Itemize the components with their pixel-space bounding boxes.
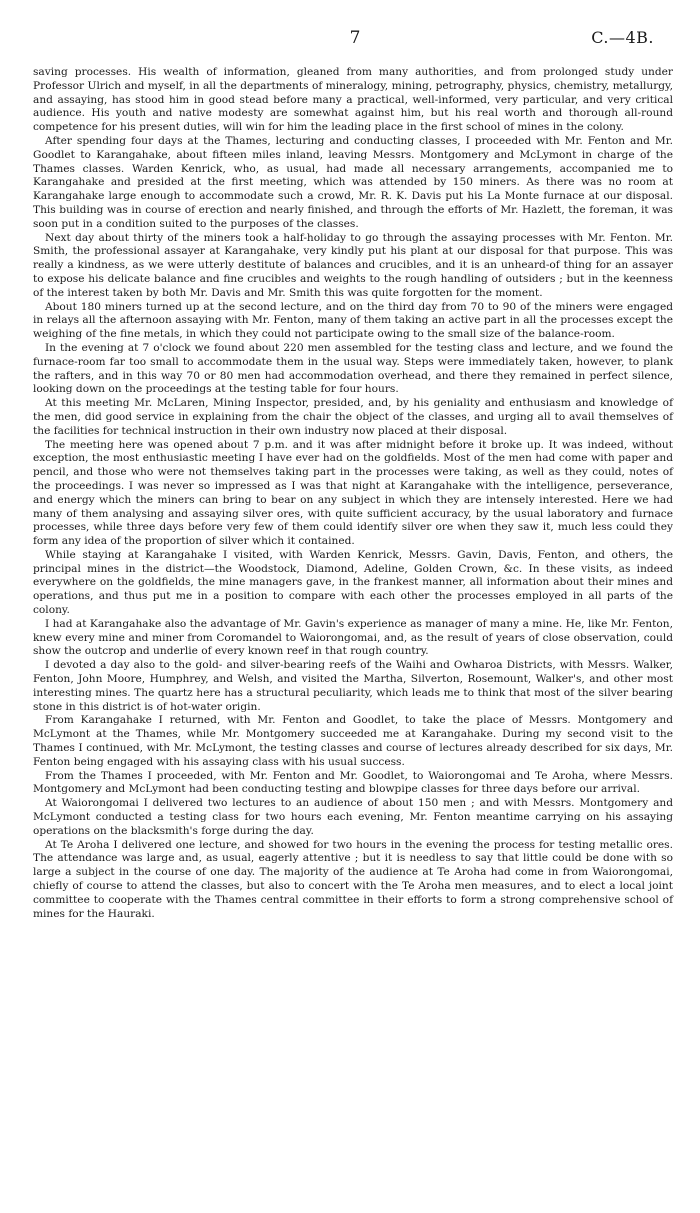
- page-header: [0, 28, 700, 52]
- paragraph: I had at Karangahake also the advantage of Mr. Gavin's experience as manager of many a mine. He, like Mr. Fenton, knew every mine and miner from Coromandel to Waiorongomai, and, as the result of years of close observation, could show the outcrop and underlie of every known reef in that rough country.: [33, 617, 673, 658]
- paragraph: About 180 miners turned up at the second lecture, and on the third day from 70 to 90 of the miners were engaged in relays all the afternoon assaying with Mr. Fenton, many of them taking an active part in all the processes except the weighing of the fine metals, in which they could not participate owing to the small size of the balance-room.: [33, 300, 673, 341]
- paragraph: After spending four days at the Thames, lecturing and conducting classes, I proceeded with Mr. Fenton and Mr. Goodlet to Karangahake, about fifteen miles inland, leaving Messrs. Montgomery and McLymont in charge of the Thames classes. Warden Kenrick, who, as usual, had made all necessary arrangements, accompanied me to Karangahake and presided at the first meeting, which was attended by 150 miners. As there was no room at Karangahake large enough to accommodate such a crowd, Mr. R. K. Davis put his La Monte furnace at our disposal. This building was in course of erection and nearly finished, and through the efforts of Mr. Hazlett, the foreman, it was soon put in a condition suited to the purposes of the classes.: [33, 134, 673, 230]
- paragraph: From Karangahake I returned, with Mr. Fenton and Goodlet, to take the place of Messrs. Montgomery and McLymont at the Thames, while Mr. Montgomery succeeded me at Karangahake. During my second visit to the Thames I continued, with Mr. McLymont, the testing classes and course of lectures already described for six days, Mr. Fenton being engaged with his assaying class with his usual success.: [33, 714, 673, 768]
- paragraph: saving processes. His wealth of information, gleaned from many authorities, and from prolonged study under Professor Ulrich and myself, in all the departments of mineralogy, mining, petrography, physics, chemistry, metallurgy, and assaying, has stood him in good stead before many a practical, well-informed, very particular, and very critical audience. His youth and native modesty are somewhat against him, but his real worth and thorough all-round competence for his present duties, will win for him the leading place in the first school of mines in the colony.: [33, 66, 673, 134]
- paragraph: Next day about thirty of the miners took a half-holiday to go through the assaying processes with Mr. Fenton. Mr. Smith, the professional assayer at Karangahake, very kindly put his plant at our disposal for that purpose. This was really a kindness, as we were utterly destitute of balances and crucibles, and it is an unheard-of thing for an assayer to expose his delicate balance and fine crucibles and weights to the rough handling of outsiders ; but in the keenness of the interest taken by both Mr. Davis and Mr. Smith this was quite forgotten for the moment.: [33, 231, 673, 299]
- paragraph: While staying at Karangahake I visited, with Warden Kenrick, Messrs. Gavin, Davis, Fenton, and others, the principal mines in the district—the Woodstock, Diamond, Adeline, Golden Crown, &c. In these visits, as indeed everywhere on the goldfields, the mine managers gave, in the frankest manner, all information about their mines and operations, and thus put me in a position to compare with each other the processes employed in all parts of the colony.: [33, 548, 673, 617]
- document-reference: C.—4B.: [591, 28, 654, 47]
- paragraph: At Te Aroha I delivered one lecture, and showed for two hours in the evening the process for testing metallic ores. The attendance was large and, as usual, eagerly attentive ; but it is needless to say that little could be done with so large a subject in the course of one day. The majority of the audience at Te Aroha had come in from Waiorongomai, chiefly of course to attend the classes, but also to concert with the Te Aroha men measures, and to elect a local joint committee to cooperate with the Thames central committee in their efforts to form a strong comprehensive school of mines for the Hauraki.: [33, 838, 673, 920]
- paragraph: At Waiorongomai I delivered two lectures to an audience of about 150 men ; and with Messrs. Montgomery and McLymont conducted a testing class for two hours each evening, Mr. Fenton meantime carrying on his assaying operations on the blacksmith's forge during the day.: [33, 797, 673, 837]
- body-text: [33, 66, 673, 921]
- paragraph: In the evening at 7 o'clock we found about 220 men assembled for the testing class and lecture, and we found the furnace-room far too small to accommodate them in the usual way. Steps were immediately taken, however, to plank the rafters, and in this way 70 or 80 men had accommodation overhead, and there they remained in perfect silence, looking down on the proceedings at the testing table for four hours.: [33, 341, 673, 396]
- paragraph: From the Thames I proceeded, with Mr. Fenton and Mr. Goodlet, to Waiorongomai and Te Aroha, where Messrs. Montgomery and McLymont had been conducting testing and blowpipe classes for three days before our arrival.: [33, 769, 673, 796]
- paragraph: The meeting here was opened about 7 p.m. and it was after midnight before it broke up. It was indeed, without exception, the most enthusiastic meeting I have ever had on the goldfields. Most of the men had come with paper and pencil, and those who were not themselves taking part in the processes were taking, as well as they could, notes of the proceedings. I was never so impressed as I was that night at Karangahake with the intelligence, perseverance, and energy which the miners can bring to bear on any subject in which they are intensely interested. Here we had many of them analysing and assaying silver ores, with quite sufficient accuracy, by the usual laboratory and furnace processes, while three days before very few of them could identify silver ore when they saw it, much less could they form any idea of the proportion of silver which it contained.: [33, 438, 673, 548]
- paragraph: I devoted a day also to the gold- and silver-bearing reefs of the Waihi and Owharoa Districts, with Messrs. Walker, Fenton, John Moore, Humphrey, and Welsh, and visited the Martha, Silverton, Rosemount, Walker's, and other most interesting mines. The quartz here has a structural peculiarity, which leads me to think that most of the silver bearing stone in this district is of hot-water origin.: [33, 659, 673, 713]
- paragraph: At this meeting Mr. McLaren, Mining Inspector, presided, and, by his geniality and enthusiasm and knowledge of the men, did good service in explaining from the chair the object of the classes, and urging all to avail themselves of the facilities for technical instruction in their own industry now placed at their disposal.: [33, 397, 673, 437]
- page-number: 7: [349, 28, 361, 48]
